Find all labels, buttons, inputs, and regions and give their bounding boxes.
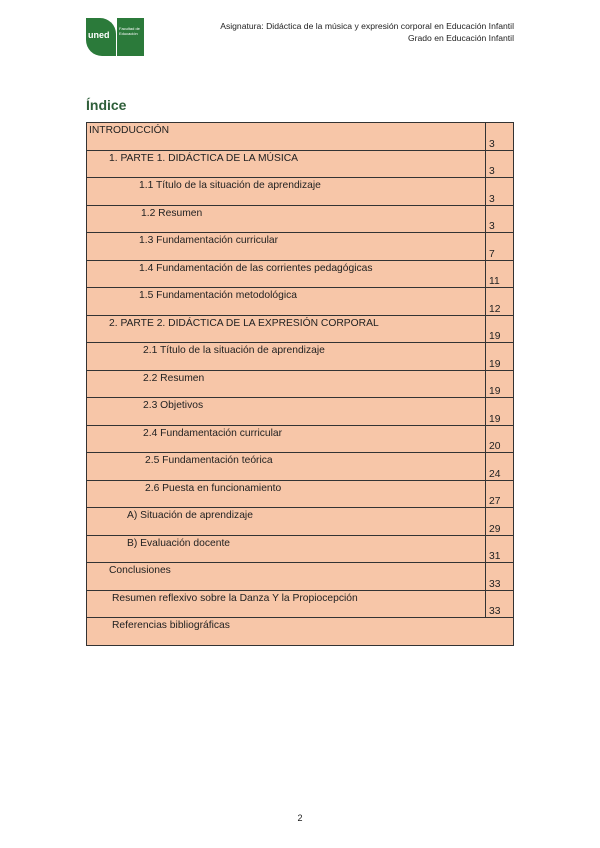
toc-entry-page: 12 [486,288,514,316]
toc-entry-label: A) Situación de aprendizaje [87,508,486,536]
toc-entry-label: 1.1 Título de la situación de aprendizaje [87,178,486,206]
toc-row[interactable] [87,343,514,371]
toc-entry-label: 1.3 Fundamentación curricular [87,233,486,261]
toc-row[interactable] [87,123,514,151]
toc-entry-label: Resumen reflexivo sobre la Danza Y la Propiocepción [87,590,486,618]
toc-entry-label: B) Evaluación docente [87,535,486,563]
toc-entry-label: 1.2 Resumen [87,205,486,233]
toc-row[interactable] [87,590,514,618]
toc-row[interactable] [87,618,514,646]
uned-logo [86,18,144,56]
toc-entry-page: 33 [486,563,514,591]
toc-row[interactable] [87,398,514,426]
toc-row[interactable] [87,288,514,316]
toc-entry-label: 1.4 Fundamentación de las corrientes pedagógicas [87,260,486,288]
toc-row[interactable] [87,535,514,563]
toc-row[interactable] [87,508,514,536]
logo-word: uned [88,30,110,40]
toc-entry-page: 11 [486,260,514,288]
page-number: 2 [297,813,303,823]
toc-entry-label: Referencias bibliográficas [87,618,514,646]
toc-entry-page: 19 [486,315,514,343]
toc-entry-page: 3 [486,123,514,151]
logo-box [117,18,144,56]
toc-entry-label: 2.6 Puesta en funcionamiento [87,480,486,508]
toc-entry-label: 2.4 Fundamentación curricular [87,425,486,453]
logo-faculty: Facultad de Educación [119,26,140,36]
toc-entry-page: 31 [486,535,514,563]
toc-entry-label: 1.5 Fundamentación metodológica [87,288,486,316]
toc-entry-page: 19 [486,398,514,426]
toc-entry-label: 2.5 Fundamentación teórica [87,453,486,481]
toc-row[interactable] [87,370,514,398]
page-header [220,20,514,44]
toc-entry-page: 3 [486,150,514,178]
toc-table [86,122,514,646]
toc-row[interactable] [87,205,514,233]
toc-entry-label: Conclusiones [87,563,486,591]
toc-entry-page: 24 [486,453,514,481]
toc-entry-label: 2. PARTE 2. DIDÁCTICA DE LA EXPRESIÓN CORPORAL [87,315,486,343]
toc-row[interactable] [87,233,514,261]
toc-entry-label: 2.2 Resumen [87,370,486,398]
toc-row[interactable] [87,563,514,591]
header-degree: Grado en Educación Infantil [407,33,514,43]
toc-row[interactable] [87,178,514,206]
toc-entry-page: 19 [486,343,514,371]
toc-entry-label: 2.3 Objetivos [87,398,486,426]
toc-entry-page: 33 [486,590,514,618]
toc-entry-page: 3 [486,205,514,233]
header-subject: Asignatura: Didáctica de la música y expresión corporal en Educación Infantil [220,21,514,31]
toc-row[interactable] [87,453,514,481]
toc-entry-label: INTRODUCCIÓN [87,123,486,151]
toc-entry-page: 19 [486,370,514,398]
toc-entry-page: 27 [486,480,514,508]
toc-row[interactable] [87,480,514,508]
toc-entry-label: 2.1 Título de la situación de aprendizaje [87,343,486,371]
toc-row[interactable] [87,260,514,288]
toc-entry-label: 1. PARTE 1. DIDÁCTICA DE LA MÚSICA [87,150,486,178]
toc-title: Índice [86,97,127,113]
toc-entry-page: 7 [486,233,514,261]
toc-entry-page: 20 [486,425,514,453]
toc-entry-page: 3 [486,178,514,206]
toc-entry-page: 29 [486,508,514,536]
toc-row[interactable] [87,315,514,343]
toc-row[interactable] [87,150,514,178]
toc-row[interactable] [87,425,514,453]
